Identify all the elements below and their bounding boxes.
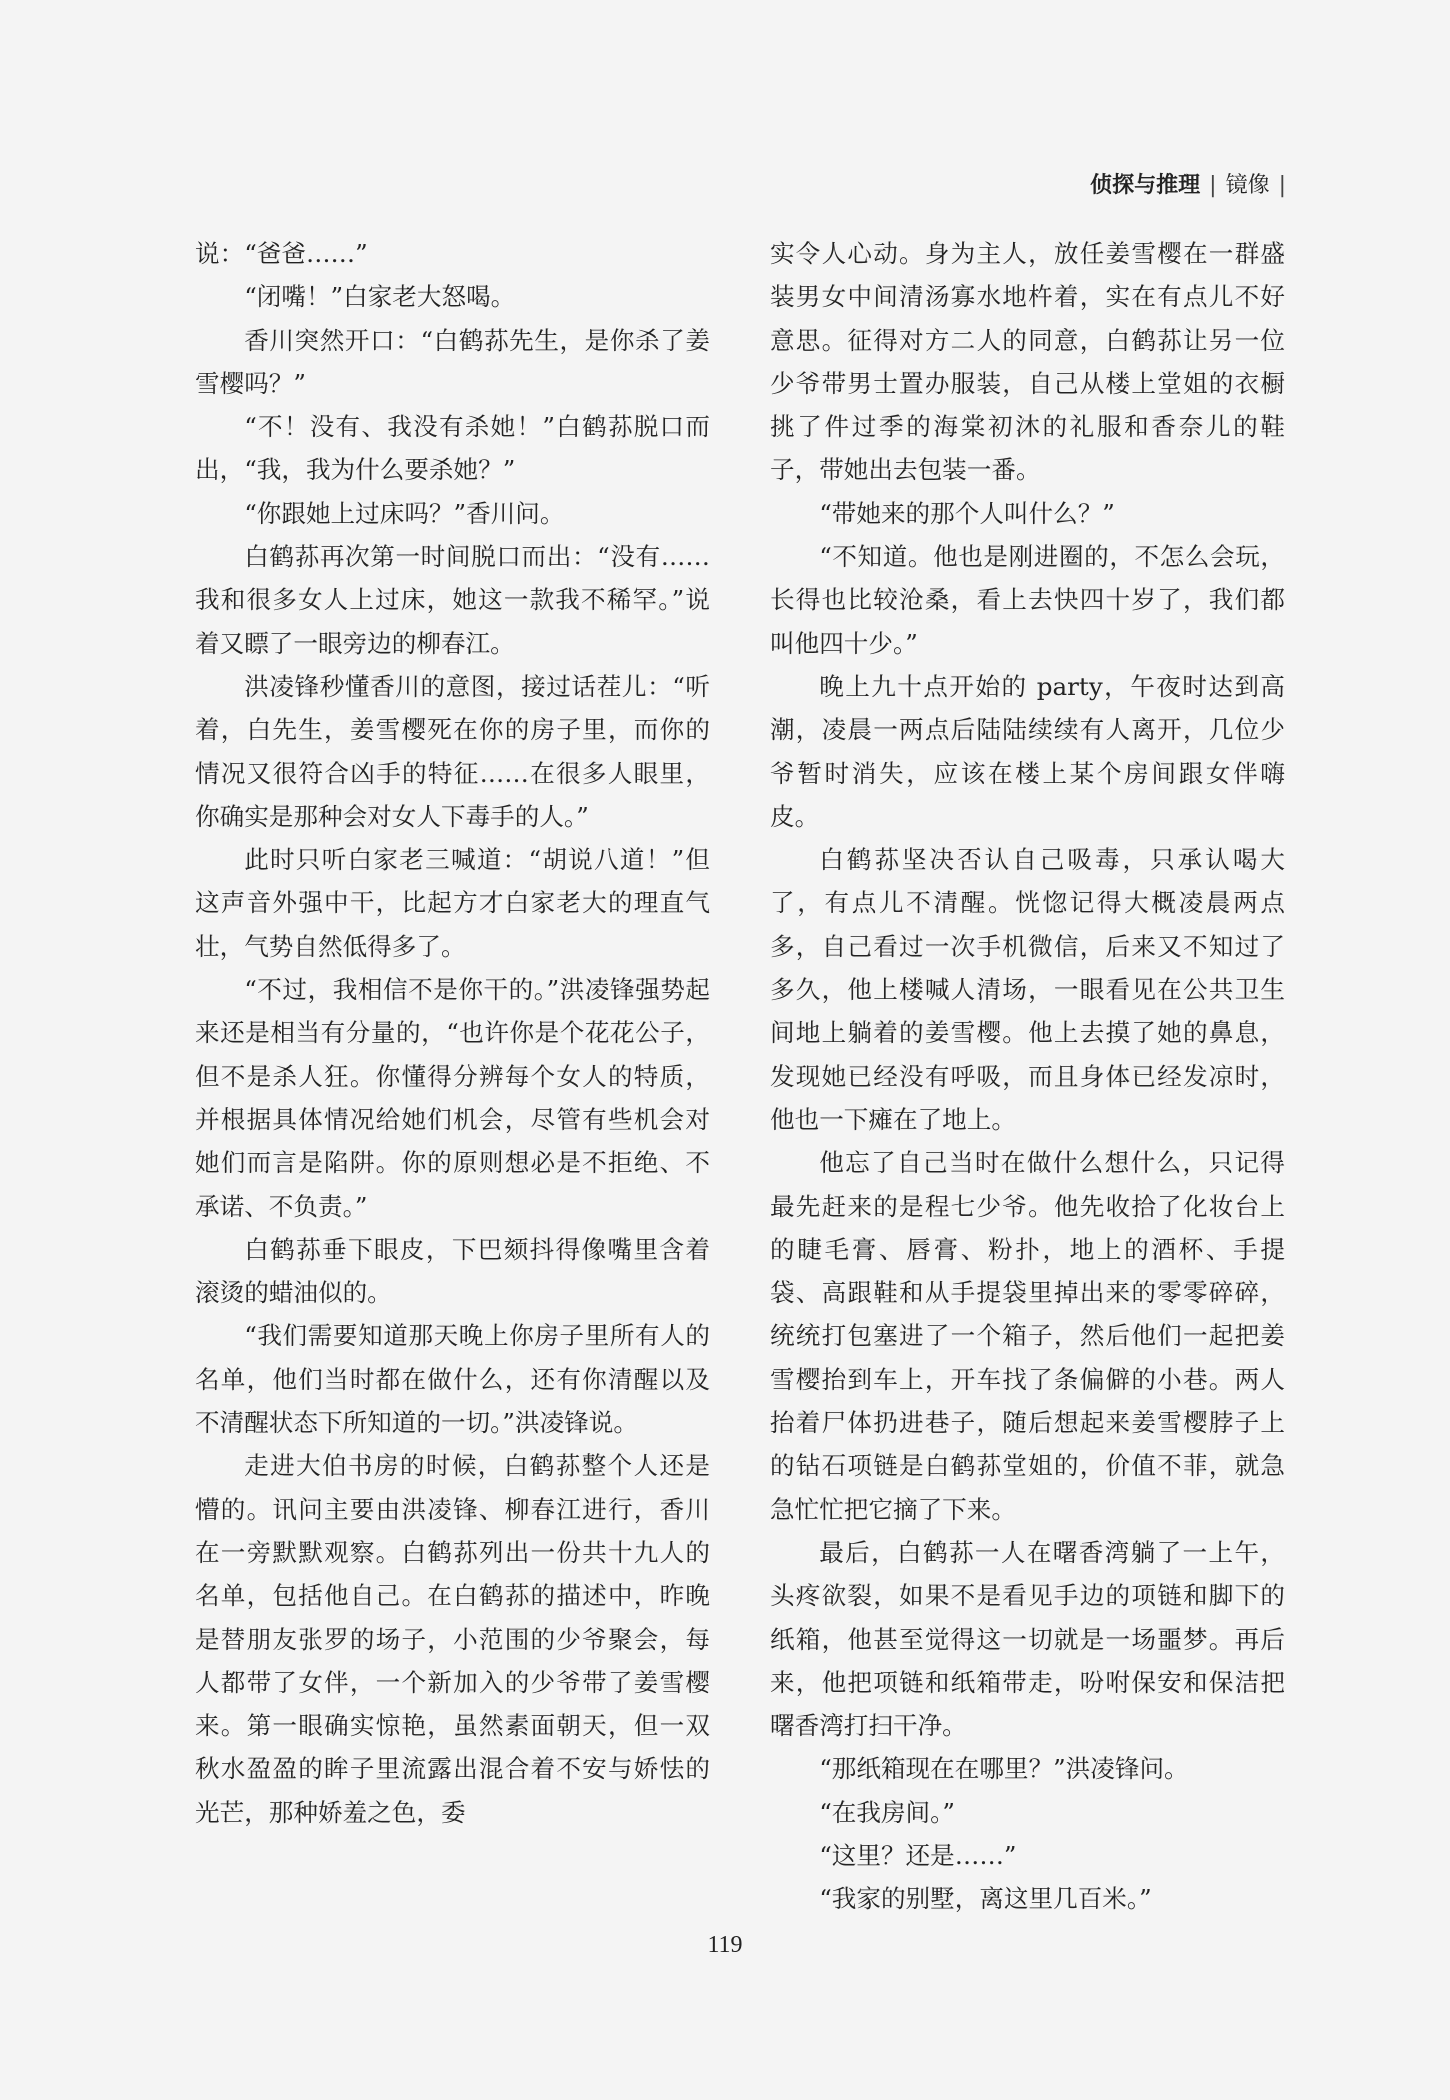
paragraph: 洪凌锋秒懂香川的意图，接过话茬儿：“听着，白先生，姜雪樱死在你的房子里，而你的情况又很符合凶手的特征……在很多人眼里，你确实是那种会对女人下毒手的人。” bbox=[195, 671, 710, 831]
paragraph: “你跟她上过床吗？”香川问。 bbox=[244, 498, 565, 528]
paragraph: 此时只听白家老三喊道：“胡说八道！”但这声音外强中干，比起方才白家老大的理直气壮，气势自然低得多了。 bbox=[195, 845, 710, 961]
paragraph: “带她来的那个人叫什么？” bbox=[819, 498, 1115, 528]
paragraph: “这里？还是……” bbox=[819, 1840, 1017, 1870]
paragraph: 白鹤荪再次第一时间脱口而出：“没有……我和很多女人上过床，她这一款我不稀罕。”说着又瞟了一眼旁边的柳春江。 bbox=[195, 542, 710, 658]
paragraph: “闭嘴！”白家老大怒喝。 bbox=[244, 282, 516, 312]
header-separator: | bbox=[1209, 173, 1217, 198]
paragraph: “在我房间。” bbox=[819, 1797, 956, 1827]
paragraph: “那纸箱现在在哪里？”洪凌锋问。 bbox=[819, 1754, 1189, 1784]
header-section-title: 侦探与推理 bbox=[1090, 173, 1201, 198]
paragraph: “我家的别墅，离这里几百米。” bbox=[819, 1884, 1152, 1914]
page-number: 119 bbox=[707, 1932, 743, 1958]
paragraph: “不知道。他也是刚进圈的，不怎么会玩，长得也比较沧桑，看上去快四十岁了，我们都叫他四十少。” bbox=[770, 542, 1285, 658]
header-column-name: 镜像 bbox=[1225, 173, 1270, 198]
paragraph: 走进大伯书房的时候，白鹤荪整个人还是懵的。讯问主要由洪凌锋、柳春江进行，香川在一旁默默观察。白鹤荪列出一份共十九人的名单，包括他自己。在白鹤荪的描述中，昨晚是替朋友张罗的场子，小范围的少爷聚会，每人都带了女伴，一个新加入的少爷带了姜雪樱来。第一眼确实惊艳，虽然素面朝天，但一双秋水盈盈的眸子里流露出混合着不安与娇怯的光芒，那种娇羞之色，委 bbox=[195, 1451, 710, 1827]
paragraph: 香川突然开口：“白鹤荪先生，是你杀了姜雪樱吗？” bbox=[195, 325, 710, 398]
paragraph: “我们需要知道那天晚上你房子里所有人的名单，他们当时都在做什么，还有你清醒以及不清醒状态下所知道的一切。”洪凌锋说。 bbox=[195, 1321, 710, 1438]
paragraph: 最后，白鹤荪一人在曙香湾躺了一上午，头疼欲裂，如果不是看见手边的项链和脚下的纸箱，他甚至觉得这一切就是一场噩梦。再后来，他把项链和纸箱带走，吩咐保安和保洁把曙香湾打扫干净。 bbox=[770, 1537, 1285, 1741]
paragraph: “不过，我相信不是你干的。”洪凌锋强势起来还是相当有分量的，“也许你是个花花公子，但不是杀人狂。你懂得分辨每个女人的特质，并根据具体情况给她们机会，尽管有些机会对她们而言是陷阱。你的原则想必是不拒绝、不承诺、不负责。” bbox=[195, 975, 710, 1221]
paragraph: 他忘了自己当时在做什么想什么，只记得最先赶来的是程七少爷。他先收拾了化妆台上的睫毛膏、唇膏、粉扑，地上的酒杯、手提袋、高跟鞋和从手提袋里掉出来的零零碎碎，统统打包塞进了一个箱子，然后他们一起把姜雪樱抬到车上，开车找了条偏僻的小巷。两人抬着尸体扔进巷子，随后想起来姜雪樱脖子上的钻石项链是白鹤荪堂姐的，价值不菲，就急急忙忙把它摘了下来。 bbox=[770, 1148, 1285, 1524]
left-text-column bbox=[195, 232, 710, 1834]
paragraph: “不！没有、我没有杀她！”白鹤荪脱口而出，“我，我为什么要杀她？” bbox=[195, 412, 710, 485]
paragraph: 实令人心动。身为主人，放任姜雪樱在一群盛装男女中间清汤寡水地杵着，实在有点儿不好意思。征得对方二人的同意，白鹤荪让另一位少爷带男士置办服装，自己从楼上堂姐的衣橱挑了件过季的海棠初沐的礼服和香奈儿的鞋子，带她出去包装一番。 bbox=[770, 239, 1285, 485]
paragraph: 白鹤荪坚决否认自己吸毒，只承认喝大了，有点儿不清醒。恍惚记得大概凌晨两点多，自己看过一次手机微信，后来又不知过了多久，他上楼喊人清场，一眼看见在公共卫生间地上躺着的姜雪樱。他上去摸了她的鼻息，发现她已经没有呼吸，而且身体已经发凉时，他也一下瘫在了地上。 bbox=[770, 845, 1285, 1134]
paragraph: 晚上九十点开始的 party，午夜时达到高潮，凌晨一两点后陆陆续续有人离开，几位少爷暂时消失，应该在楼上某个房间跟女伴嗨皮。 bbox=[770, 671, 1285, 831]
right-text-column bbox=[770, 232, 1285, 1921]
paragraph: 白鹤荪垂下眼皮，下巴颏抖得像嘴里含着滚烫的蜡油似的。 bbox=[195, 1234, 710, 1308]
running-header bbox=[1090, 168, 1295, 199]
header-separator-end: | bbox=[1278, 173, 1286, 198]
paragraph: 说：“爸爸……” bbox=[195, 239, 368, 268]
